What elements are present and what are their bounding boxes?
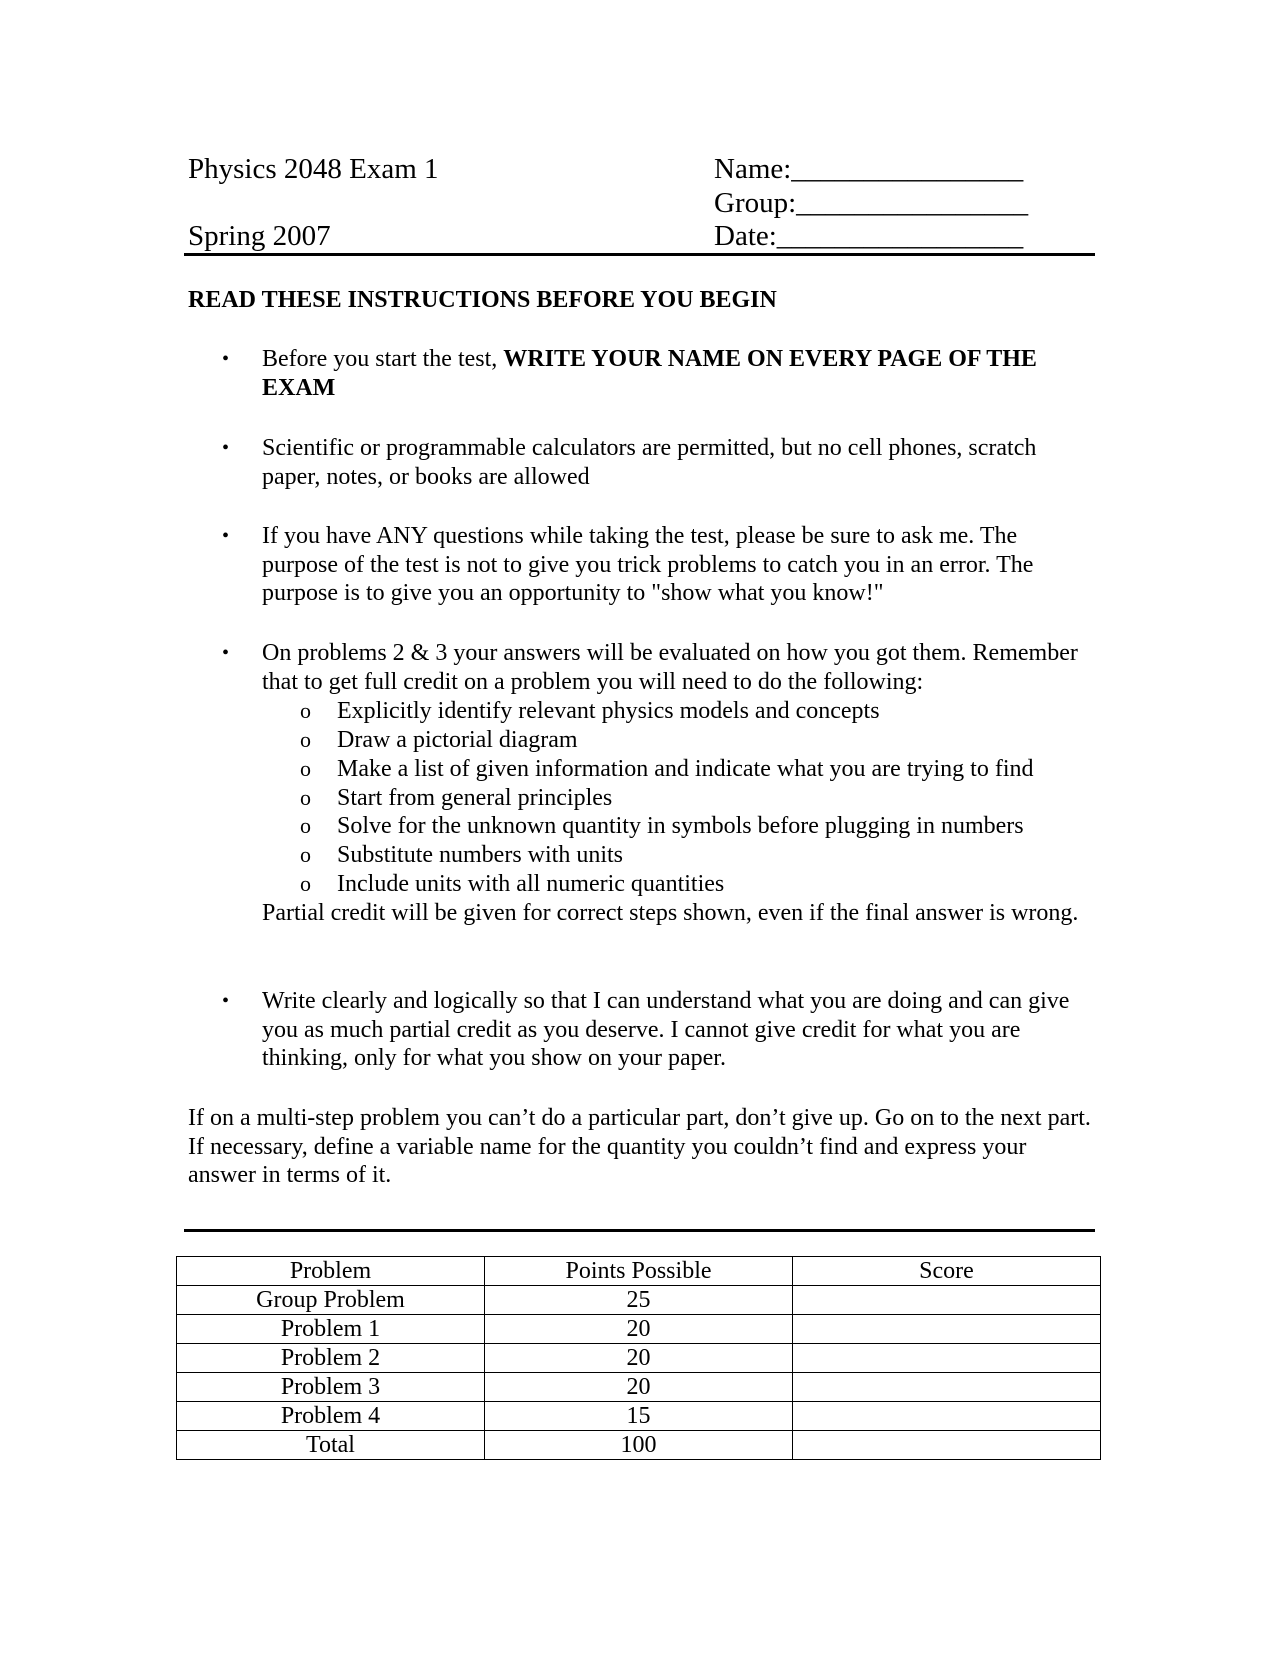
points-cell: 20 xyxy=(485,1344,793,1373)
partial-credit-note: Partial credit will be given for correct steps shown, even if the final answer is wrong. xyxy=(262,900,1079,926)
bullet-icon: • xyxy=(222,437,230,459)
points-cell: 15 xyxy=(485,1402,793,1431)
table-row xyxy=(177,1402,1101,1431)
group-field[interactable]: Group:________________ xyxy=(714,187,1029,219)
sub-bullet-icon: o xyxy=(300,842,311,867)
points-cell: 20 xyxy=(485,1315,793,1344)
points-cell: 20 xyxy=(485,1373,793,1402)
table-header-row xyxy=(177,1257,1101,1286)
credit-step: Explicitly identify relevant physics models and concepts xyxy=(337,698,880,724)
points-cell: 25 xyxy=(485,1286,793,1315)
score-table xyxy=(176,1256,1101,1460)
table-row xyxy=(177,1373,1101,1402)
credit-step: Draw a pictorial diagram xyxy=(337,727,578,753)
table-row xyxy=(177,1315,1101,1344)
bullet-icon: • xyxy=(222,525,230,547)
credit-step: Substitute numbers with units xyxy=(337,842,624,868)
score-cell[interactable] xyxy=(793,1286,1101,1315)
score-cell[interactable] xyxy=(793,1431,1101,1460)
bullet-icon: • xyxy=(222,348,230,370)
header-divider xyxy=(184,253,1095,256)
section-divider xyxy=(184,1229,1095,1232)
instruction-questions: If you have ANY questions while taking the test, please be sure to ask me. The purpose of the test is not to give you trick problems to catch you in an error. The purpose is to give you an opportunity to "show what you know!" xyxy=(262,523,1034,606)
problem-cell: Problem 1 xyxy=(177,1315,485,1344)
score-cell[interactable] xyxy=(793,1344,1101,1373)
credit-step: Include units with all numeric quantities xyxy=(337,871,725,897)
instruction-calculators: Scientific or programmable calculators are permitted, but no cell phones, scratch paper, notes, or books are allowed xyxy=(262,435,1037,490)
instructions-heading: READ THESE INSTRUCTIONS BEFORE YOU BEGIN xyxy=(188,287,777,313)
problem-cell: Problem 4 xyxy=(177,1402,485,1431)
instruction-full-credit: On problems 2 & 3 your answers will be evaluated on how you got them. Remember that to get full credit on a problem you will need to do the following: xyxy=(262,640,1078,695)
score-cell[interactable] xyxy=(793,1402,1101,1431)
term-label: Spring 2007 xyxy=(188,220,331,252)
sub-bullet-icon: o xyxy=(300,727,311,752)
credit-step: Start from general principles xyxy=(337,785,613,811)
table-row xyxy=(177,1344,1101,1373)
problem-cell: Problem 3 xyxy=(177,1373,485,1402)
table-row xyxy=(177,1431,1101,1460)
course-title: Physics 2048 Exam 1 xyxy=(188,153,439,185)
sub-bullet-icon: o xyxy=(300,756,311,781)
score-cell[interactable] xyxy=(793,1315,1101,1344)
problem-cell: Problem 2 xyxy=(177,1344,485,1373)
sub-bullet-icon: o xyxy=(300,698,311,723)
date-field[interactable]: Date:_________________ xyxy=(714,220,1024,252)
sub-bullet-icon: o xyxy=(300,785,311,810)
score-cell[interactable] xyxy=(793,1373,1101,1402)
column-header-problem: Problem xyxy=(177,1257,485,1286)
problem-cell: Total xyxy=(177,1431,485,1460)
multi-step-advice: If on a multi-step problem you can’t do a particular part, don’t give up. Go on to the next part. If necessary, define a variable name for the quantity you couldn’t find and express your answer in terms of it. xyxy=(188,1105,1091,1188)
sub-bullet-icon: o xyxy=(300,871,311,896)
instruction-write-clearly: Write clearly and logically so that I can understand what you are doing and can give you as much partial credit as you deserve. I cannot give credit for what you are thinking, only for what you show on your paper. xyxy=(262,988,1070,1071)
instruction-write-name: Before you start the test, WRITE YOUR NAME ON EVERY PAGE OF THE EXAM xyxy=(262,346,1037,401)
column-header-score: Score xyxy=(793,1257,1101,1286)
credit-step: Make a list of given information and indicate what you are trying to find xyxy=(337,756,1034,782)
bullet-icon: • xyxy=(222,642,230,664)
table-row xyxy=(177,1286,1101,1315)
column-header-points: Points Possible xyxy=(485,1257,793,1286)
sub-bullet-icon: o xyxy=(300,813,311,838)
problem-cell: Group Problem xyxy=(177,1286,485,1315)
points-cell: 100 xyxy=(485,1431,793,1460)
bullet-icon: • xyxy=(222,990,230,1012)
name-field[interactable]: Name:________________ xyxy=(714,153,1024,185)
credit-step: Solve for the unknown quantity in symbols before plugging in numbers xyxy=(337,813,1024,839)
